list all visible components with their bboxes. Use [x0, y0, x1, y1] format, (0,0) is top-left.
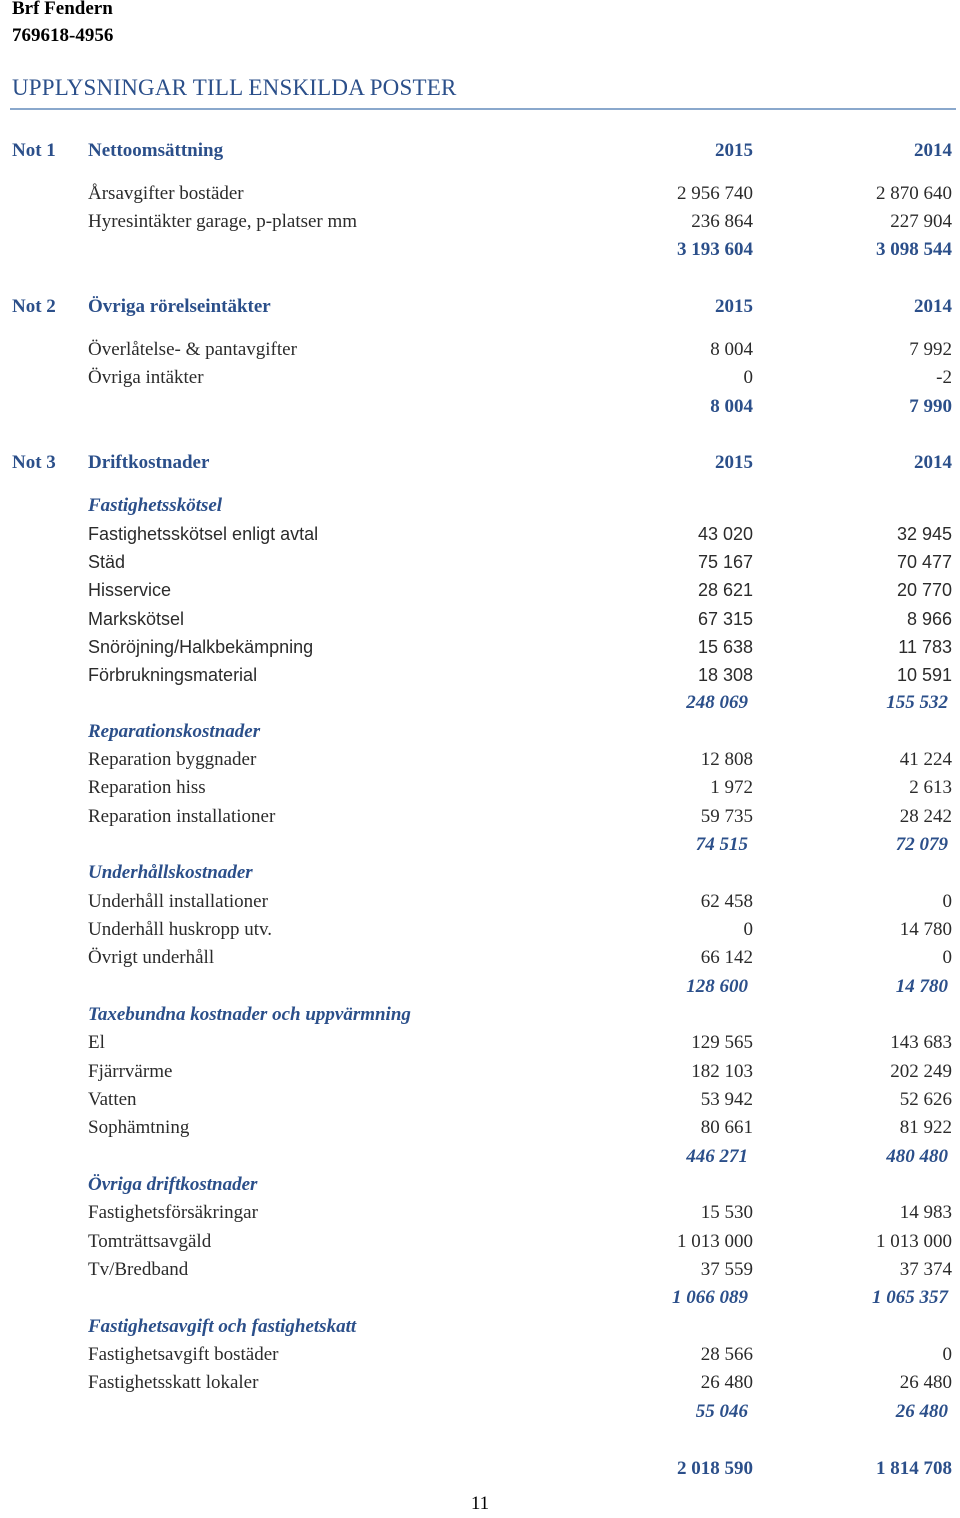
value-previous: 10 591: [896, 665, 952, 685]
value-current: 28 566: [700, 1344, 753, 1365]
value-current: 80 661: [700, 1117, 753, 1138]
category-title: Fastighetsskötsel: [88, 495, 223, 516]
value-current: 67 315: [697, 609, 753, 629]
category-title: Övriga driftkostnader: [88, 1174, 258, 1195]
table-row: [0, 208, 960, 236]
company-name: Brf Fendern: [12, 0, 113, 19]
row-label: Städ: [88, 552, 126, 572]
value-previous: 37 374: [899, 1259, 952, 1280]
table-row: [0, 916, 960, 944]
value-current: 182 103: [691, 1061, 753, 1082]
value-current: 43 020: [697, 524, 753, 544]
not1-header: [0, 137, 960, 165]
row-label: Fastighetsavgift bostäder: [88, 1344, 279, 1365]
row-label: Vatten: [88, 1089, 137, 1110]
row-label: Tv/Bredband: [88, 1259, 189, 1280]
table-row: [0, 1369, 960, 1397]
not3-header: [0, 449, 960, 477]
table-row: [0, 1029, 960, 1057]
value-current: 18 308: [697, 665, 753, 685]
grand-total-current: 2 018 590: [677, 1458, 753, 1479]
table-row: [0, 803, 960, 831]
subtotal-current: 74 515: [695, 834, 748, 855]
total-row: [0, 236, 960, 264]
row-label: Underhåll huskropp utv.: [88, 919, 272, 940]
value-previous: 2 613: [909, 777, 952, 798]
subtotal-row: [0, 1284, 960, 1312]
table-row: [0, 548, 960, 576]
year-current: 2015: [715, 140, 753, 161]
total-row: [0, 393, 960, 421]
value-previous: 0: [942, 947, 952, 968]
row-label: Fjärrvärme: [88, 1061, 173, 1082]
row-label: Tomträttsavgäld: [88, 1231, 212, 1252]
category-title: Reparationskostnader: [88, 721, 261, 742]
category-title: Taxebundna kostnader och uppvärmning: [88, 1004, 411, 1025]
row-label: Hyresintäkter garage, p-platser mm: [88, 211, 358, 232]
subtotal-previous: 1 065 357: [872, 1287, 948, 1308]
value-current: 28 621: [697, 580, 753, 600]
row-label: Fastighetsskatt lokaler: [88, 1372, 259, 1393]
row-label: Snöröjning/Halkbekämpning: [88, 637, 314, 657]
subtotal-row: [0, 1398, 960, 1426]
value-previous: 11 783: [898, 637, 952, 657]
subtotal-current: 446 271: [686, 1146, 748, 1167]
year-previous: 2014: [914, 140, 952, 161]
table-row: [0, 633, 960, 661]
table-row: [0, 364, 960, 392]
row-label: Överlåtelse- & pantavgifter: [88, 339, 297, 360]
grand-total-previous: 1 814 708: [876, 1458, 952, 1479]
value-current: 1 013 000: [677, 1231, 753, 1252]
subtotal-row: [0, 973, 960, 1001]
subtotal-current: 55 046: [695, 1401, 748, 1422]
value-previous: 2 870 640: [876, 183, 952, 204]
value-previous: 14 983: [899, 1202, 952, 1223]
table-row: [0, 1114, 960, 1142]
value-current: 129 565: [691, 1032, 753, 1053]
value-current: 0: [743, 367, 753, 388]
value-previous: 7 992: [909, 339, 952, 360]
value-previous: 0: [942, 1344, 952, 1365]
note-number: Not 1: [12, 140, 56, 161]
org-number: 769618-4956: [12, 25, 114, 46]
row-label: Fastighetsskötsel enligt avtal: [88, 524, 319, 544]
row-label: Förbrukningsmaterial: [88, 665, 258, 685]
value-current: 8 004: [710, 339, 753, 360]
subtotal-previous: 155 532: [886, 692, 948, 713]
table-row: [0, 746, 960, 774]
table-row: [0, 1086, 960, 1114]
page-number: 11: [470, 1493, 490, 1514]
subtotal-current: 128 600: [686, 976, 748, 997]
value-current: 2 956 740: [677, 183, 753, 204]
category-title: Underhållskostnader: [88, 862, 253, 883]
row-label: Reparation byggnader: [88, 749, 257, 770]
table-row: [0, 1058, 960, 1086]
row-label: Underhåll installationer: [88, 891, 268, 912]
subtotal-row: [0, 689, 960, 717]
table-row: [0, 1199, 960, 1227]
table-row: [0, 1228, 960, 1256]
value-current: 1 972: [710, 777, 753, 798]
year-current: 2015: [715, 296, 753, 317]
note-title: Övriga rörelseintäkter: [88, 296, 271, 317]
value-current: 15 638: [697, 637, 753, 657]
row-label: Markskötsel: [88, 609, 185, 629]
value-previous: 202 249: [890, 1061, 952, 1082]
value-previous: 26 480: [899, 1372, 952, 1393]
table-row: [0, 605, 960, 633]
category-title: Fastighetsavgift och fastighetskatt: [88, 1316, 357, 1337]
table-row: [0, 944, 960, 972]
value-current: 59 735: [700, 806, 753, 827]
value-previous: 0: [942, 891, 952, 912]
title-divider: [10, 108, 956, 110]
subtotal-previous: 72 079: [895, 834, 948, 855]
year-current: 2015: [715, 452, 753, 473]
table-row: [0, 1341, 960, 1369]
table-row: [0, 576, 960, 604]
value-current: 66 142: [700, 947, 753, 968]
row-label: Sophämtning: [88, 1117, 190, 1138]
row-label: Reparation installationer: [88, 806, 276, 827]
year-previous: 2014: [914, 452, 952, 473]
value-current: 37 559: [700, 1259, 753, 1280]
table-row: [0, 888, 960, 916]
not2-header: [0, 293, 960, 321]
year-previous: 2014: [914, 296, 952, 317]
row-label: Reparation hiss: [88, 777, 206, 798]
value-current: 0: [743, 919, 753, 940]
note-number: Not 2: [12, 296, 56, 317]
value-previous: 143 683: [890, 1032, 952, 1053]
value-current: 12 808: [700, 749, 753, 770]
row-label: Övriga intäkter: [88, 367, 204, 388]
value-previous: 81 922: [899, 1117, 952, 1138]
row-label: Övrigt underhåll: [88, 947, 215, 968]
value-previous: 8 966: [906, 609, 952, 629]
value-previous: 20 770: [896, 580, 952, 600]
total-current: 3 193 604: [677, 239, 753, 260]
value-previous: 41 224: [899, 749, 952, 770]
row-label: El: [88, 1032, 105, 1053]
subtotal-previous: 26 480: [895, 1401, 948, 1422]
note-number: Not 3: [12, 452, 56, 473]
total-previous: 3 098 544: [876, 239, 952, 260]
table-row: [0, 774, 960, 802]
value-previous: 14 780: [899, 919, 952, 940]
table-row: [0, 520, 960, 548]
value-current: 26 480: [700, 1372, 753, 1393]
note-title: Driftkostnader: [88, 452, 210, 473]
value-current: 62 458: [700, 891, 753, 912]
table-row: [0, 1256, 960, 1284]
value-current: 53 942: [700, 1089, 753, 1110]
grand-total-row: [0, 1455, 960, 1483]
table-row: [0, 180, 960, 208]
value-previous: 32 945: [896, 524, 952, 544]
value-previous: 52 626: [899, 1089, 952, 1110]
row-label: Årsavgifter bostäder: [88, 183, 244, 204]
value-current: 75 167: [697, 552, 753, 572]
value-previous: 28 242: [899, 806, 952, 827]
value-previous: 70 477: [896, 552, 952, 572]
subtotal-current: 1 066 089: [672, 1287, 748, 1308]
total-previous: 7 990: [909, 396, 952, 417]
subtotal-current: 248 069: [686, 692, 748, 713]
row-label: Fastighetsförsäkringar: [88, 1202, 258, 1223]
total-current: 8 004: [710, 396, 753, 417]
table-row: [0, 661, 960, 689]
value-previous: -2: [936, 367, 952, 388]
table-row: [0, 336, 960, 364]
note-title: Nettoomsättning: [88, 140, 224, 161]
subtotal-previous: 480 480: [886, 1146, 948, 1167]
subtotal-previous: 14 780: [895, 976, 948, 997]
value-current: 236 864: [691, 211, 753, 232]
section-title: UPPLYSNINGAR TILL ENSKILDA POSTER: [12, 75, 457, 100]
value-current: 15 530: [700, 1202, 753, 1223]
value-previous: 1 013 000: [876, 1231, 952, 1252]
subtotal-row: [0, 831, 960, 859]
subtotal-row: [0, 1143, 960, 1171]
row-label: Hisservice: [88, 580, 172, 600]
value-previous: 227 904: [890, 211, 952, 232]
